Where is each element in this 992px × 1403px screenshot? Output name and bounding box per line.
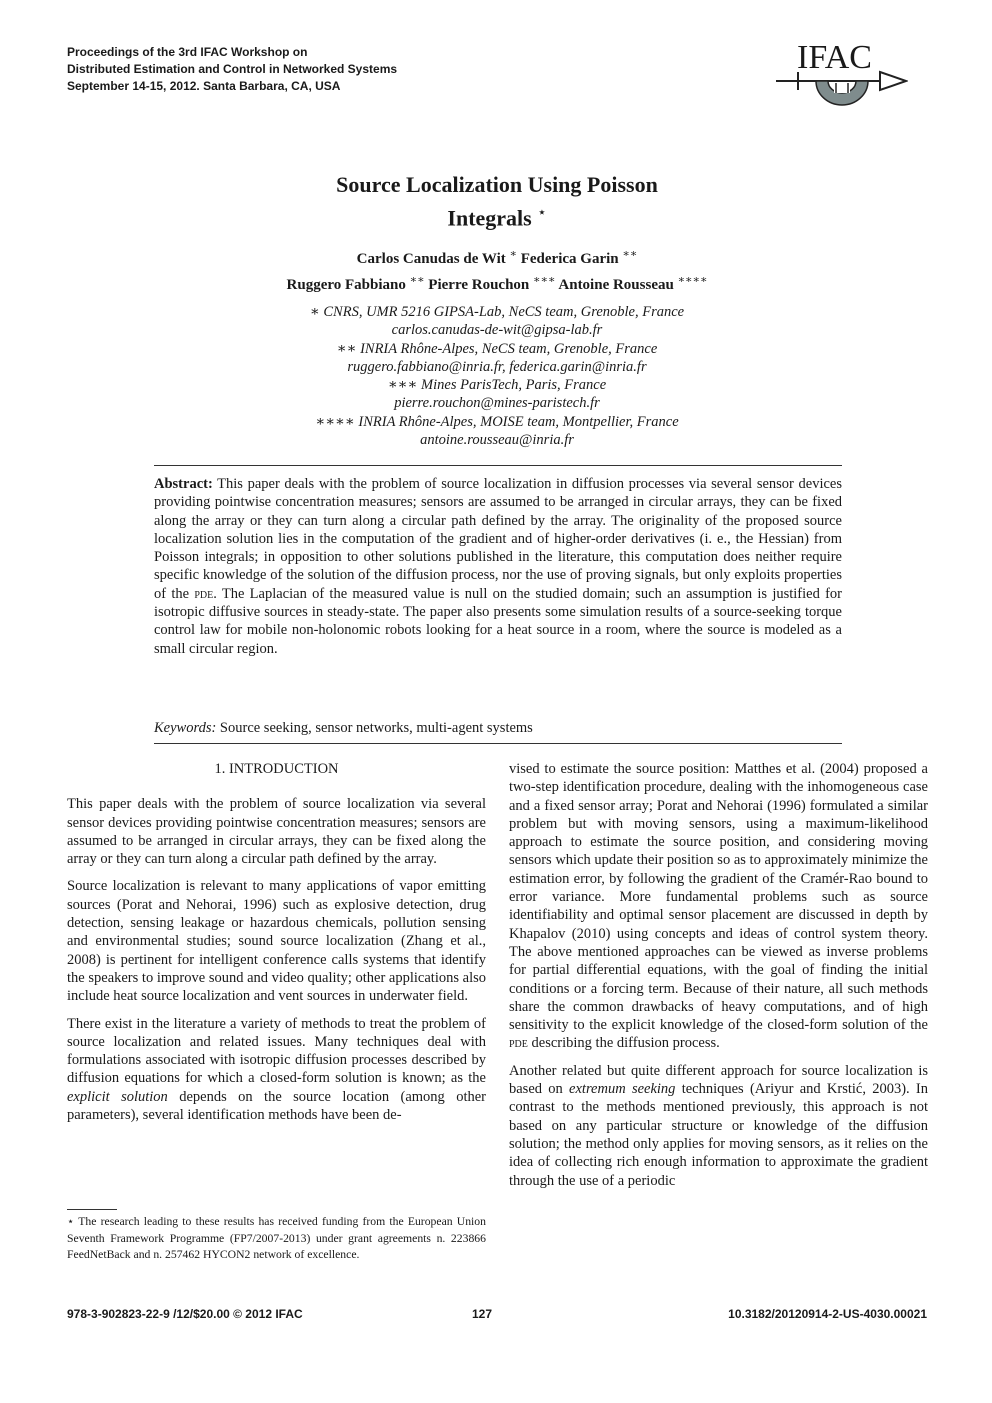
author-mark: ∗∗∗∗ [677,274,708,286]
footnote-text: The research leading to these results has received funding from the European Union Seventh Framework Programme (FP7/2007-2013) under grant agreements n. 223866 FeedNetBack and n. 257462 HYCON2 network of excellence. [67,1215,486,1261]
paragraph [509,760,928,1053]
title-line-2 [150,199,844,232]
author-row-2 [150,270,844,296]
author-mark: ∗∗ [622,248,638,260]
affiliation-line: ∗∗ INRIA Rhône-Alpes, NeCS team, Grenoble, France [336,340,658,357]
affiliation-email: carlos.canudas-de-wit@gipsa-lab.fr [391,322,603,339]
paragraph-text: There exist in the literature a variety of methods to treat the problem of source localization and related issues. Many techniques deal with formulations associated with isotropic diffusion processes described by diffusion equations for which a closed-form solution is known; as the [67,1015,486,1087]
pde-acronym: pde [194,585,214,602]
abstract-label: Abstract: [154,476,213,492]
emphasis: explicit solution [67,1088,168,1105]
title-line-2-text: Integrals [447,205,532,231]
paragraph: This paper deals with the problem of source localization via several sensor devices providing pointwise concentration measures; sensors are assumed to be arranged in circular arrays, they can be fixed along the array or they can turn along a circular path defined by the array. [67,796,486,868]
author-name: Antoine Rousseau [558,277,674,293]
paper-title [150,170,844,232]
author-mark: ∗∗∗ [533,274,556,286]
page-number: 127 [472,1307,493,1321]
abstract-text: This paper deals with the problem of source localization in diffusion processes via several sensor devices providing pointwise concentration measures; sensors are assumed to be arranged in circular arrays, they can be fixed along the array or they can turn along a circular path defined by the array. The originality of the proposed source localization solution lies in the computation of the gradient and of higher-order derivatives (i. e., the Hessian) from Poisson integrals; in opposition to other solutions published in the literature, this computation does neither require specific knowledge of the solution of the diffusion process, nor the use of proving signals, but only exploits properties of the [154,476,842,602]
right-column [509,760,928,1199]
paragraph-text: Another related but quite different approach for source localization is based on [509,1062,928,1098]
author-row-1 [150,244,844,270]
paragraph-text: techniques (Ariyur and Krstić, 2003). In contrast to the methods mentioned previously, this approach is not based on any particular structure or knowledge of the diffusion solution; the method only applies for moving sensors, as it relies on the idea of collecting rich enough information to approximate the gradient through the use of a periodic [509,1081,929,1189]
paragraph-text: vised to estimate the source position: Matthes et al. (2004) proposed a two-step identification procedure, dealing with the inhomogeneous case and a fixed sensor array; Porat and Nehorai (1996) formulated a similar problem but with moving sensors, using a maximum-likelihood approach to estimate the source position, and considering moving sensors which update their position so as to approximately minimize the estimation error, by following the gradient of the Cramér-Rao bound to error variance. More fundamental problems such as source identifiability and optimal sensor placement are discussed in depth by Khapalov (2010) using concepts and ideas of control system theory. The above mentioned approaches can be viewed as inverse problems for partial differential equations, with the goal of finding the initial conditions or a forcing term. Because of their nature, all such methods share the common drawbacks of heavy computations, and of high sensitivity to the explicit knowledge of the closed-form solution of the [509,761,928,1034]
author-mark: ∗ [509,248,517,260]
section-heading: 1. INTRODUCTION [214,761,339,777]
keywords-text: Source seeking, sensor networks, multi-agent systems [219,720,533,736]
abstract [154,475,842,658]
author-name: Ruggero Fabbiano [286,277,406,293]
affiliation-line: ∗∗∗ Mines ParisTech, Paris, France [387,377,607,394]
affiliations [150,303,844,449]
affiliation-email: pierre.rouchon@mines-paristech.fr [394,395,600,412]
abstract-text-continued: . The Laplacian of the measured value is null on the studied domain; such an assumption is justified for isotropic diffusive sources in steady-state. The paper also presents some simulation results of a source-seeking torque control law for mobile non-holonomic robots looking for a heat source in a room, where the source is modeled as a small circular region. [154,585,843,657]
affiliation-email: ruggero.fabbiano@inria.fr, federica.garin@inria.fr [347,358,647,375]
paragraph [67,1015,486,1125]
affiliation-line: ∗ CNRS, UMR 5216 GIPSA-Lab, NeCS team, Grenoble, France [309,304,685,320]
pde-acronym: pde [509,1035,528,1052]
footnote [67,1214,486,1264]
abstract-bottom-rule [154,743,842,744]
ifac-logo-text: IFAC [797,39,872,76]
author-name: Federica Garin [520,251,619,267]
keywords-label: Keywords: [154,720,217,736]
footnote-mark: ⋆ [67,1215,75,1228]
left-column [67,760,486,1133]
abstract-top-rule [154,465,842,466]
affiliation-line: ∗∗∗∗ INRIA Rhône-Alpes, MOISE team, Montpellier, France [315,413,679,430]
emphasis: extremum seeking [569,1081,676,1098]
proceedings-line: Proceedings of the 3rd IFAC Workshop on [67,45,308,59]
author-name: Carlos Canudas de Wit [356,251,506,267]
author-mark: ∗∗ [409,274,425,286]
author-list [150,244,844,296]
proceedings-line: September 14-15, 2012. Santa Barbara, CA, USA [67,79,341,93]
paragraph: Source localization is relevant to many applications of vapor emitting sources (Porat and Nehorai, 1996) such as explosive detection, drug detection, sensing leakage or hazardous chemicals, pollution sensing and environmental studies; sound source localization (Zhang et al., 2008) is pertinent for intelligent conference calls systems that identify the speakers to improve sound and video quality; other applications also include heat source localization and vent sources in underwater field. [67,878,486,1005]
ifac-logo [776,34,908,128]
footnote-rule [67,1209,117,1210]
title-footnote-mark: ⋆ [537,205,547,221]
author-name: Pierre Rouchon [428,277,530,293]
footer-isbn: 978-3-902823-22-9 /12/$20.00 © 2012 IFAC [67,1307,303,1321]
paragraph-text: depends on the source location (among other parameters), several identification methods have been de- [67,1088,486,1124]
proceedings-header [67,44,397,95]
keywords [154,719,842,737]
footer-doi: 10.3182/20120914-2-US-4030.00021 [728,1307,927,1321]
title-line-1: Source Localization Using Poisson [336,172,658,197]
proceedings-line: Distributed Estimation and Control in Networked Systems [67,62,398,76]
paragraph [509,1062,928,1190]
paragraph-text: describing the diffusion process. [531,1035,720,1052]
affiliation-email: antoine.rousseau@inria.fr [420,432,574,449]
